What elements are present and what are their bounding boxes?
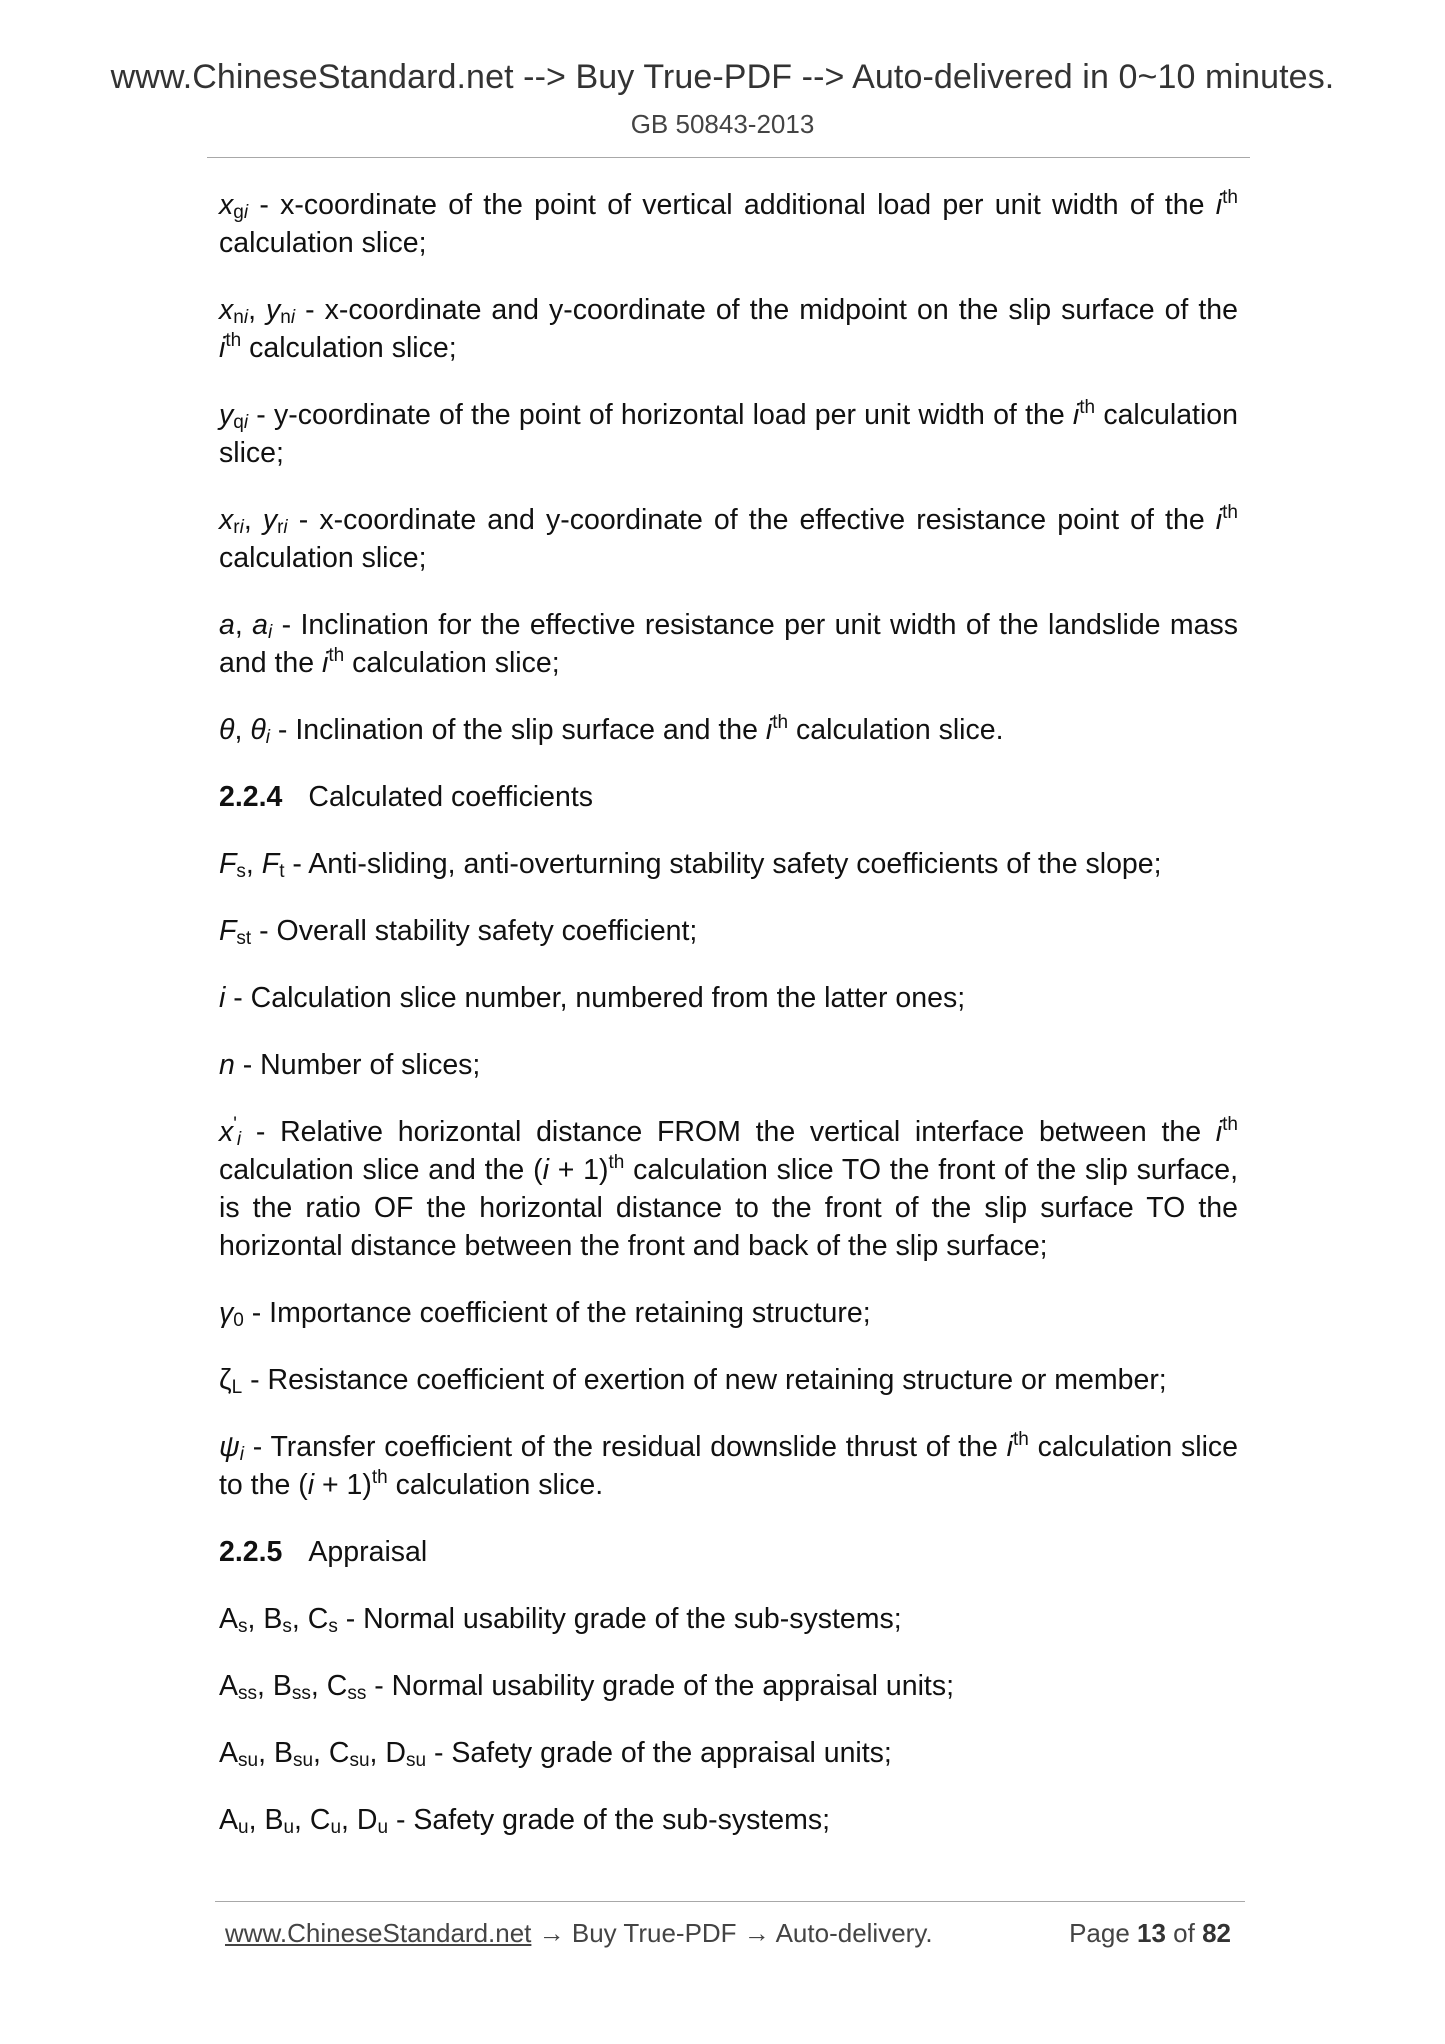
section-heading-2-2-4: 2.2.4 Calculated coefficients bbox=[219, 781, 594, 813]
coefficient-x-prime: $x'_i$ - Relative horizontal distance FROM the vertical interface between the $i^{th}$ calculation slice and the $(i + 1)^{th}$ calculation slice TO the front of the slip surface, is the ratio OF the horizontal distance to the front of the slip surface TO the horizontal distance between the front and back of the slip surface; bbox=[219, 1114, 1238, 1262]
coefficient-psi: $\psi_i$ - Transfer coefficient of the residual downslide thrust of the $i^{th}$ calculation slice to the $(i + 1)^{th}$ calculation slice. bbox=[219, 1429, 1238, 1501]
definition-xg: $x_{gi}$ - x-coordinate of the point of vertical additional load per unit width of the $i^{th}$ calculation slice; bbox=[219, 187, 1238, 259]
coefficient-gamma: $\gamma_0$ - Importance coefficient of the retaining structure; bbox=[219, 1297, 871, 1331]
definition-xn-yn: $x_{ni}$, $y_{ni}$ - x-coordinate and y-coordinate of the midpoint on the slip surface of the $i^{th}$ calculation slice; bbox=[219, 294, 1238, 364]
footer-divider bbox=[215, 1901, 1245, 1902]
total-pages: 82 bbox=[1202, 1918, 1231, 1948]
footer-links bbox=[225, 1918, 933, 1949]
page-number: Page 13 of 82 bbox=[1069, 1918, 1231, 1948]
arrow-right-icon: → bbox=[531, 1918, 572, 1948]
definition-theta: θ, $\theta_i$ - Inclination of the slip surface and the $i^{th}$ calculation slice. bbox=[219, 712, 1004, 748]
definition-a: a, $a_i$ - Inclination for the effective resistance per unit width of the landslide mass and the $i^{th}$ calculation slice; bbox=[219, 609, 1238, 679]
coefficient-n: n - Number of slices; bbox=[219, 1049, 481, 1081]
appraisal-grade-ss: $A_{ss}$, $B_{ss}$, $C_{ss}$ - Normal usability grade of the appraisal units; bbox=[219, 1670, 955, 1704]
footer-delivery-text: Auto-delivery. bbox=[775, 1918, 933, 1948]
footer-buy-link: Buy True-PDF bbox=[571, 1918, 737, 1948]
appraisal-grade-u: $A_u$, $B_u$, $C_u$, $D_u$ - Safety grade of the sub-systems; bbox=[219, 1804, 831, 1838]
coefficient-fs-ft: $F_s$, $F_t$ - Anti-sliding, anti-overturning stability safety coefficients of the slope; bbox=[219, 848, 1162, 882]
footer-site-link[interactable]: www.ChineseStandard.net bbox=[225, 1918, 532, 1948]
section-heading-2-2-5: 2.2.5 Appraisal bbox=[219, 1536, 428, 1568]
header-title: www.ChineseStandard.net --> Buy True-PDF --> Auto-delivered in 0~10 minutes. bbox=[110, 58, 1335, 96]
appraisal-grade-s: $A_s$, $B_s$, $C_s$ - Normal usability grade of the sub-systems; bbox=[219, 1603, 902, 1637]
coefficient-zeta: $\zeta_L$ - Resistance coefficient of exertion of new retaining structure or member; bbox=[219, 1364, 1167, 1398]
arrow-right-icon: → bbox=[736, 1918, 776, 1948]
coefficient-i: i - Calculation slice number, numbered from the latter ones; bbox=[219, 982, 966, 1014]
coefficient-fst: $F_{st}$ - Overall stability safety coefficient; bbox=[219, 915, 698, 949]
definition-yq: $y_{qi}$ - y-coordinate of the point of horizontal load per unit width of the $i^{th}$ calculation slice; bbox=[219, 397, 1238, 469]
header-divider bbox=[207, 157, 1250, 158]
definition-xr-yr: $x_{ri}$, $y_{ri}$ - x-coordinate and y-coordinate of the effective resistance point of the $i^{th}$ calculation slice; bbox=[219, 502, 1238, 574]
appraisal-grade-su: $A_{su}$, $B_{su}$, $C_{su}$, $D_{su}$ - Safety grade of the appraisal units; bbox=[219, 1737, 892, 1771]
document-body bbox=[219, 186, 1238, 1868]
current-page: 13 bbox=[1137, 1918, 1166, 1948]
document-code: GB 50843-2013 bbox=[630, 109, 815, 139]
